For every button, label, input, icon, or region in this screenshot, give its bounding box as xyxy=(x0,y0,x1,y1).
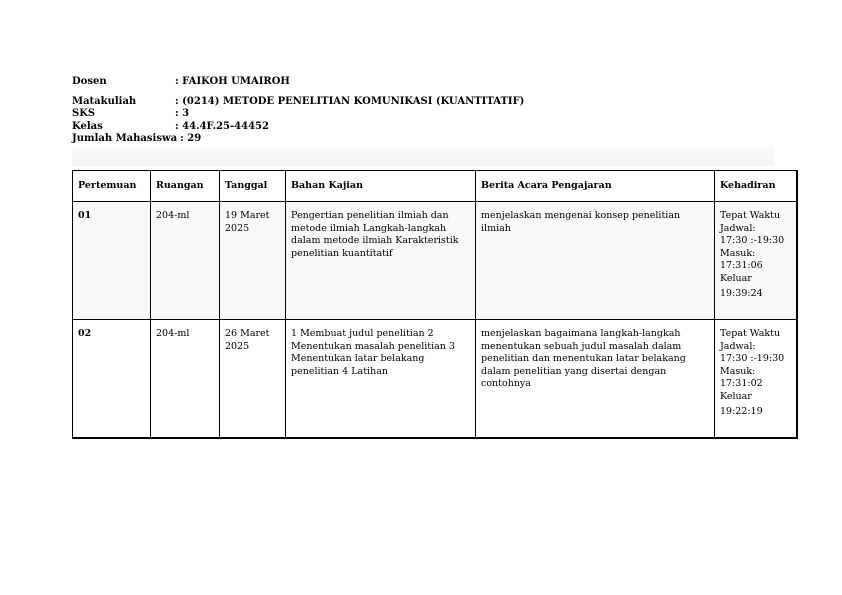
course-info xyxy=(72,76,524,146)
dosen-value: : FAIKOH UMAIROH xyxy=(175,76,290,87)
attendance-masuk: 17:31:02 xyxy=(720,378,763,389)
dosen-row xyxy=(72,76,524,89)
tanggal-cell: 26 Maret 2025 xyxy=(220,320,286,438)
dosen-label: Dosen xyxy=(72,76,107,87)
kelas-label: Kelas xyxy=(72,120,103,132)
attendance-masuk-label: Masuk: xyxy=(720,365,756,377)
kelas-value: : 44.4F.25-44452 xyxy=(175,120,269,132)
col-kehadiran: Kehadiran xyxy=(715,171,797,202)
attendance-status: Tepat Waktu xyxy=(720,210,781,221)
attendance-jadwal: 17:30 :-19:30 xyxy=(720,353,785,364)
sks-label: SKS xyxy=(72,108,96,119)
jumlah-row xyxy=(72,133,524,146)
tanggal-cell: 19 Maret 2025 xyxy=(220,202,286,320)
kehadiran-cell xyxy=(715,202,797,320)
attendance-masuk: 17:31:06 xyxy=(720,260,763,271)
col-bahan-kajian: Bahan Kajian xyxy=(286,171,476,202)
sks-value: : 3 xyxy=(175,108,190,119)
col-pertemuan: Pertemuan xyxy=(73,171,151,202)
jumlah-value: : 29 xyxy=(180,133,202,144)
bahan-kajian-cell: Pengertian penelitian ilmiah dan metode ilmiah Langkah-langkah dalam metode ilmiah Karakteristik penelitian kuantitatif xyxy=(286,202,476,320)
matakuliah-value: : (0214) METODE PENELITIAN KOMUNIKASI (KUANTITATIF) xyxy=(175,95,525,107)
col-berita-acara: Berita Acara Pengajaran xyxy=(476,171,715,202)
attendance-keluar: 19:22:19 xyxy=(720,406,763,417)
table-header-row xyxy=(73,171,797,202)
pertemuan-cell: 02 xyxy=(73,320,151,438)
header-shade-bar xyxy=(72,146,774,166)
bahan-kajian-cell: 1 Membuat judul penelitian 2 Menentukan masalah penelitian 3 Menentukan latar belakang penelitian 4 Latihan xyxy=(286,320,476,438)
berita-acara-cell: menjelaskan bagaimana langkah-langkah menentukan sebuah judul masalah dalam penelitian dan menentukan latar belakang dalam penelitian yang disertai dengan contohnya xyxy=(476,320,715,438)
ruangan-cell: 204-ml xyxy=(151,202,220,320)
matakuliah-label: Matakuliah xyxy=(72,95,137,107)
kehadiran-cell xyxy=(715,320,797,438)
teaching-log-table xyxy=(72,170,798,439)
attendance-jadwal-label: Jadwal: xyxy=(720,340,756,352)
matakuliah-row xyxy=(72,96,524,109)
attendance-keluar-label: Keluar xyxy=(720,390,752,402)
col-tanggal: Tanggal xyxy=(220,171,286,202)
attendance-jadwal: 17:30 :-19:30 xyxy=(720,235,785,246)
jumlah-label: Jumlah Mahasiswa xyxy=(72,133,178,144)
pertemuan-cell: 01 xyxy=(73,202,151,320)
sks-row xyxy=(72,108,524,121)
col-ruangan: Ruangan xyxy=(151,171,220,202)
attendance-masuk-label: Masuk: xyxy=(720,247,756,259)
attendance-status: Tepat Waktu xyxy=(720,328,781,339)
ruangan-cell: 204-ml xyxy=(151,320,220,438)
kelas-row xyxy=(72,121,524,134)
attendance-jadwal-label: Jadwal: xyxy=(720,222,756,234)
attendance-keluar-label: Keluar xyxy=(720,272,752,284)
attendance-keluar: 19:39:24 xyxy=(720,288,763,299)
berita-acara-cell: menjelaskan mengenai konsep penelitian ilmiah xyxy=(476,202,715,320)
table-row xyxy=(73,320,797,438)
table-row xyxy=(73,202,797,320)
